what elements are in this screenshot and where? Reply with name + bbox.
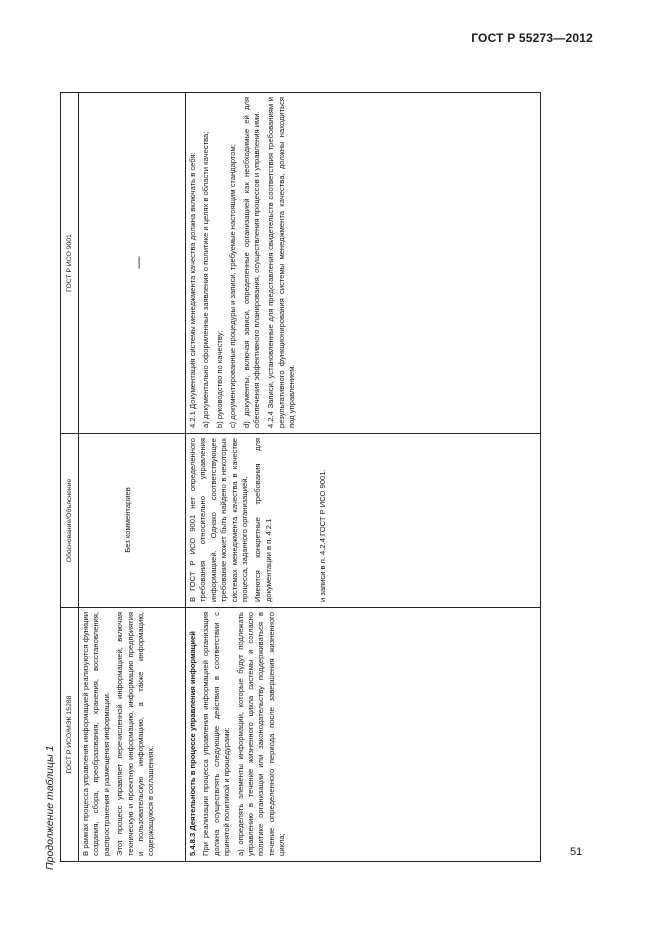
row2-iso9001-cell	[186, 93, 541, 433]
row1-iso9001-dash: —	[131, 256, 145, 269]
standard-header: ГОСТ Р 55273—2012	[471, 31, 593, 45]
row2-iso9001-text: а) документально оформленные заявления о политике и целях в области качества;	[201, 131, 211, 428]
header-justification: Обоснование/Объяснение	[61, 433, 78, 607]
row2-iso9001-text: 4.2.1 Документация системы менеджмента качества должна включать в себя:	[188, 152, 197, 428]
row2-justification-text: В ГОСТ Р ИСО 9001 нет определенного требования относительно управления информацией. Однако соответствующее требование может быть найдено в некоторых системах менеджмента качества в качестве процесса, заданного организацией.	[188, 438, 250, 602]
row1-iso15288-cell	[79, 607, 185, 861]
row1-justification-text: Без комментариев	[123, 487, 132, 553]
row1-paragraph: В рамках процесса управления информацией реализуются функции создания, сбора, преобразования, хранения, восстановления, распространения и размещения информации.	[81, 612, 111, 856]
row2-paragraph: а) определять элементы информации, которые будут подлежать управлению в течение жизненного цикла системы и согласно политике организации или законодательству поддерживаться в течение определенного периода после завершения жизненного цикла;	[235, 612, 287, 856]
row2-justification-cell	[186, 433, 541, 607]
row2-section-heading: 5.4.8.3 Деятельность в процессе управления информацией	[188, 631, 197, 856]
row2-paragraph: При реализации процесса управления информацией организация должна осуществлять следующие действия в соответствии с принятой политикой и процедурами:	[201, 612, 232, 856]
row2-justification-text: и записи в п. 4.2.4 ГОСТ Р ИСО 9001.	[318, 469, 328, 602]
table-row	[78, 93, 185, 861]
row2-iso9001-text: 4.2.4 Записи, установленные для представления свидетельств соответствия требованиям и результативного функционирования системы менеджмента качества, должны находиться под управлением.	[266, 97, 297, 428]
row1-iso9001-cell	[79, 93, 185, 433]
row2-iso9001-text: d) документы, включая записи, определенные организацией как необходимые ей для обеспечения эффективного планирования, осуществления процессов и управления ими.	[241, 97, 262, 428]
row2-iso9001-text: c) документированные процедуры и записи, требуемые настоящим стандартом;	[228, 144, 238, 428]
row2-iso15288-cell	[186, 607, 541, 861]
header-iso-9001: ГОСТ Р ИСО 9001	[66, 234, 73, 292]
page-number: 51	[570, 846, 583, 858]
row2-justification-text: Имеются конкретные требования для документации в п. 4.2.1	[253, 438, 273, 602]
row2-iso9001-text: b) руководство по качеству;	[214, 330, 224, 428]
table-caption: Продолжение таблицы 1	[44, 745, 56, 870]
table-row	[185, 93, 541, 861]
row1-paragraph: Этот процесс управляет перечисленной информацией, включая техническую и проектную информацию, информацию предприятия и пользовательскую информацию, а также информацию, содержащуюся в соглашениях.	[115, 612, 156, 856]
comparison-table	[60, 92, 541, 862]
row1-justification-cell	[79, 433, 185, 607]
header-iso-15288: ГОСТ Р ИСО/МЭК 15288	[61, 607, 78, 861]
